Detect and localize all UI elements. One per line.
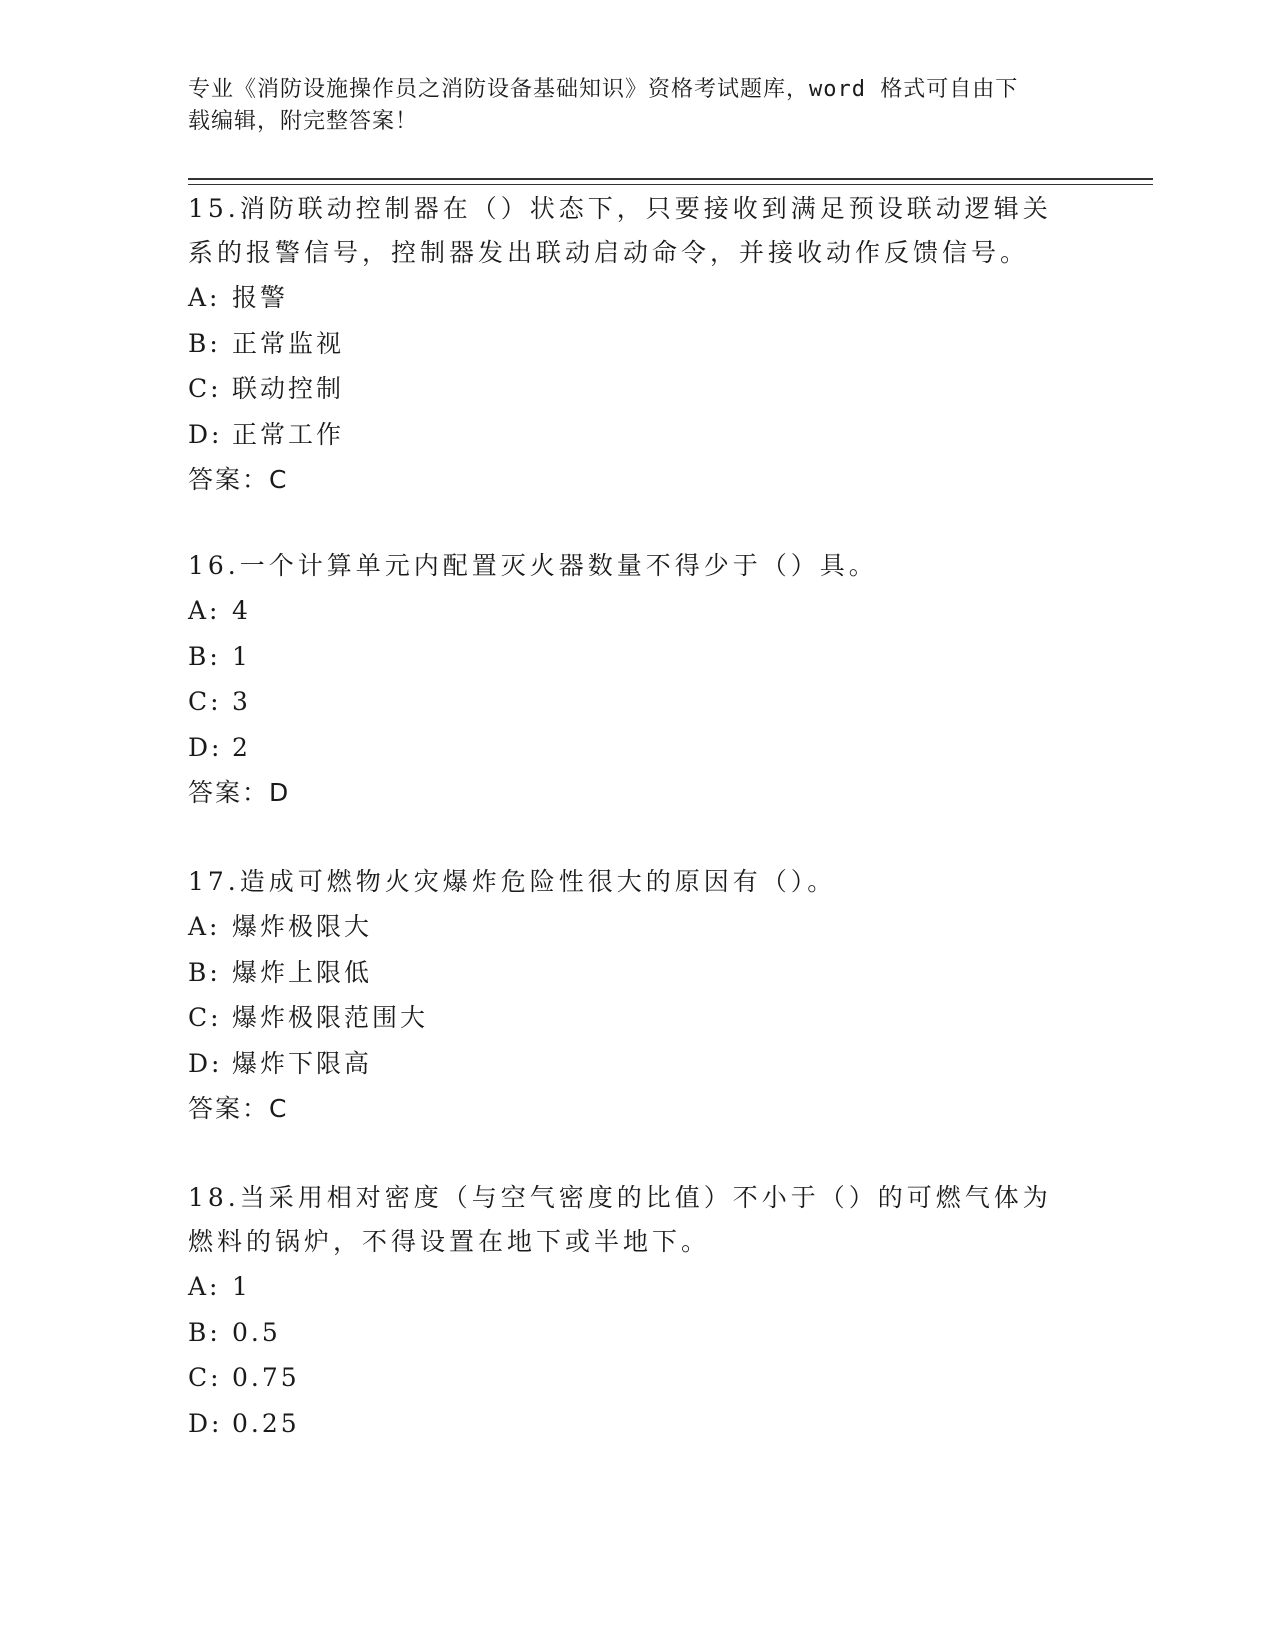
answer: 答案：C (188, 465, 289, 494)
option-d: D: 爆炸下限高 (188, 1048, 373, 1078)
option-a: A: 4 (188, 596, 251, 625)
question-stem: 15.消防联动控制器在（）状态下，只要接收到满足预设联动逻辑关系的报警信号，控制器发出联动启动命令，并接收动作反馈信号。 (188, 194, 1052, 267)
answer: 答案：C (188, 1094, 289, 1123)
answer: 答案：D (188, 778, 291, 807)
header-divider-thick (188, 178, 1153, 180)
option-c: C: 0.75 (188, 1363, 300, 1392)
option-a: A: 报警 (188, 283, 289, 312)
question-15 (188, 187, 1068, 503)
option-c: C: 3 (188, 687, 251, 716)
option-b: B: 1 (188, 641, 251, 671)
question-stem: 18.当采用相对密度（与空气密度的比值）不小于（）的可燃气体为燃料的锅炉，不得设置在地下或半地下。 (188, 1183, 1052, 1256)
header-line-2: 载编辑，附完整答案！ (188, 109, 419, 134)
option-b: B: 爆炸上限低 (188, 957, 373, 987)
option-c: C: 爆炸极限范围大 (188, 1003, 429, 1032)
document-header (188, 74, 1068, 138)
option-c: C: 联动控制 (188, 374, 345, 403)
option-d: D: 正常工作 (188, 419, 345, 449)
option-b: B: 0.5 (188, 1317, 281, 1347)
header-divider-thin (188, 184, 1153, 185)
option-d: D: 2 (188, 732, 251, 762)
question-stem: 16.一个计算单元内配置灭火器数量不得少于（）具。 (188, 551, 878, 580)
option-a: A: 1 (188, 1272, 251, 1301)
question-18 (188, 1176, 1068, 1446)
option-b: B: 正常监视 (188, 328, 345, 358)
question-17 (188, 860, 1068, 1132)
option-d: D: 0.25 (188, 1408, 300, 1438)
option-a: A: 爆炸极限大 (188, 912, 373, 941)
question-16 (188, 544, 1068, 816)
header-line-1: 专业《消防设施操作员之消防设备基础知识》资格考试题库，word 格式可自由下 (188, 77, 1019, 102)
question-stem: 17.造成可燃物火灾爆炸危险性很大的原因有（）。 (188, 867, 837, 896)
